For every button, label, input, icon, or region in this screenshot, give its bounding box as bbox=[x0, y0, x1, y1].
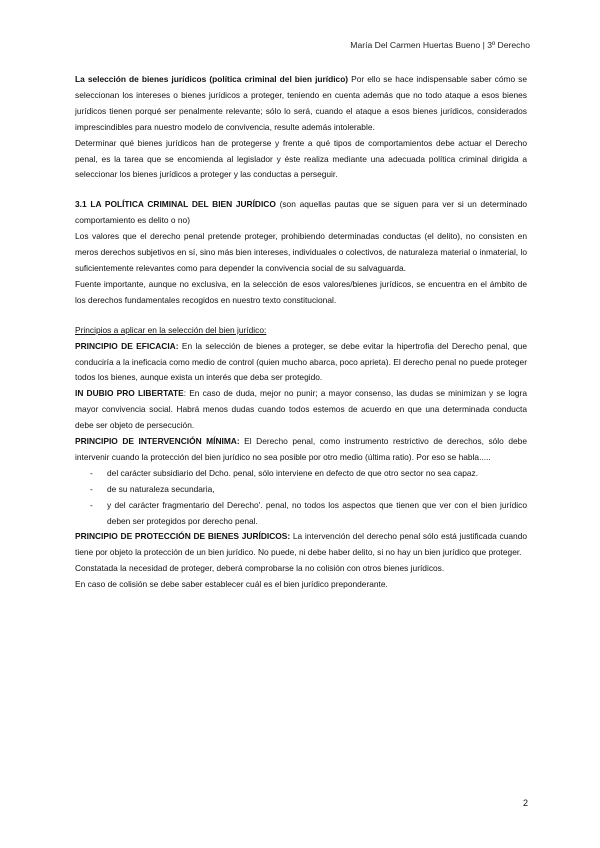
principle-minima-label: PRINCIPIO DE INTERVENCIÓN MÍNIMA: bbox=[75, 436, 240, 447]
principle-proteccion-text: La intervención del derecho penal sólo está justificada cuando tiene por objeto la protección de un bien jurídico. No puede, ni debe haber delito, si no hay un bien jurídico que proteger. bbox=[75, 531, 528, 558]
list-item bbox=[75, 482, 527, 498]
closing-paragraph-1: Constatada la necesidad de proteger, deberá comprobarse la no colisión con otros bienes jurídicos. bbox=[75, 563, 445, 574]
intro-paragraph-2: Determinar qué bienes jurídicos han de protegerse y frente a qué tipos de comportamientos debe actuar el Derecho penal, es la tarea que se encomienda al legislador y éste realiza mediante una adecuada política criminal dirigida a seleccionar los bienes jurídicos a proteger y las conductas a perseguir. bbox=[75, 137, 527, 180]
intro-text: Por ello se hace indispensable saber cómo se seleccionan los intereses o bienes jurídicos a proteger, teniendo en cuenta además que no todo ataque a esos bienes jurídicos tienen porqué ser penalmente relevante; sólo lo será, cuando el ataque a esos bienes jurídicos, considerados imprescindibles para nuestro modelo de convivencia, resulte además intolerable. bbox=[75, 74, 528, 132]
principle-in-dubio bbox=[75, 386, 527, 434]
principle-eficacia-text: En la selección de bienes a proteger, se debe evitar la hipertrofia del Derecho penal, que conduciría a la ineficacia como medio de control (quien mucho abarca, poco aprieta). El derecho penal no puede proteger todos los bienes, aunque exista un interés que deba ser protegido. bbox=[75, 340, 528, 383]
principle-eficacia bbox=[75, 339, 527, 387]
intro-paragraph-1 bbox=[75, 72, 527, 136]
principle-intervencion-minima bbox=[75, 434, 527, 466]
bullet-dash: - bbox=[90, 467, 93, 478]
closing-paragraph-2: En caso de colisión se debe saber establecer cuál es el bien jurídico preponderante. bbox=[75, 579, 388, 590]
section-heading-note: (son aquellas pautas que se siguen para ver si un determinado comportamiento es delito o no) bbox=[75, 199, 528, 226]
principle-proteccion bbox=[75, 529, 527, 561]
principle-in-dubio-label: IN DUBIO PRO LIBERTATE bbox=[75, 388, 184, 399]
list-item bbox=[75, 466, 527, 482]
principles-title: Principios a aplicar en la selección del bien jurídico: bbox=[75, 324, 267, 335]
principle-in-dubio-text: : En caso de duda, mejor no punir; a mayor consenso, las dudas se minimizan y se logra mayor convivencia social. Habrá menos dudas cuando todos estemos de acuerdo en que una determinada conducta debe ser objeto de persecución. bbox=[75, 388, 527, 431]
minima-bullet-list bbox=[75, 466, 527, 530]
page-number: 2 bbox=[522, 798, 528, 808]
principle-eficacia-label: PRINCIPIO DE EFICACIA: bbox=[75, 340, 179, 351]
section-paragraph-1: Los valores que el derecho penal pretende proteger, prohibiendo determinadas conductas (el delito), no consisten en meros derechos subjetivos en sí, sino más bien intereses, individuales o colectivos, de naturaleza material o inmaterial, lo suficientemente relevantes como para depender la convivencia social de su salvaguarda. bbox=[75, 231, 527, 273]
list-item-text: de su naturaleza secundaria, bbox=[107, 483, 215, 494]
principle-minima-text: El Derecho penal, como instrumento restrictivo de derechos, sólo debe intervenir cuando la protección del bien jurídico no sea posible por otro medio (última ratio). Por eso se habla..... bbox=[75, 436, 527, 462]
document-body bbox=[75, 72, 527, 593]
list-item-text: y del carácter fragmentario del Derecho'. penal, no todos los aspectos que tienen que ver con el bien jurídico deben ser protegidos por derecho penal. bbox=[107, 499, 527, 526]
list-item-text: del carácter subsidiario del Dcho. penal, sólo interviene en defecto de que otro sector no sea capaz. bbox=[107, 467, 479, 478]
principle-proteccion-label: PRINCIPIO DE PROTECCIÓN DE BIENES JURÍDICOS: bbox=[75, 531, 291, 542]
intro-bold-lead: La selección de bienes jurídicos (política criminal del bien jurídico) bbox=[75, 74, 349, 84]
section-heading bbox=[75, 197, 527, 229]
list-item bbox=[75, 498, 527, 530]
bullet-dash: - bbox=[90, 483, 93, 494]
bullet-dash: - bbox=[90, 499, 93, 510]
section-heading-bold: 3.1 LA POLÍTICA CRIMINAL DEL BIEN JURÍDICO bbox=[75, 199, 276, 210]
page-header-author: María Del Carmen Huertas Bueno | 3º Derecho bbox=[350, 40, 530, 50]
section-paragraph-2: Fuente importante, aunque no exclusiva, en la selección de esos valores/bienes jurídicos, se encuentra en el ámbito de los derechos fundamentales recogidos en nuestro texto constitucional. bbox=[75, 278, 527, 305]
